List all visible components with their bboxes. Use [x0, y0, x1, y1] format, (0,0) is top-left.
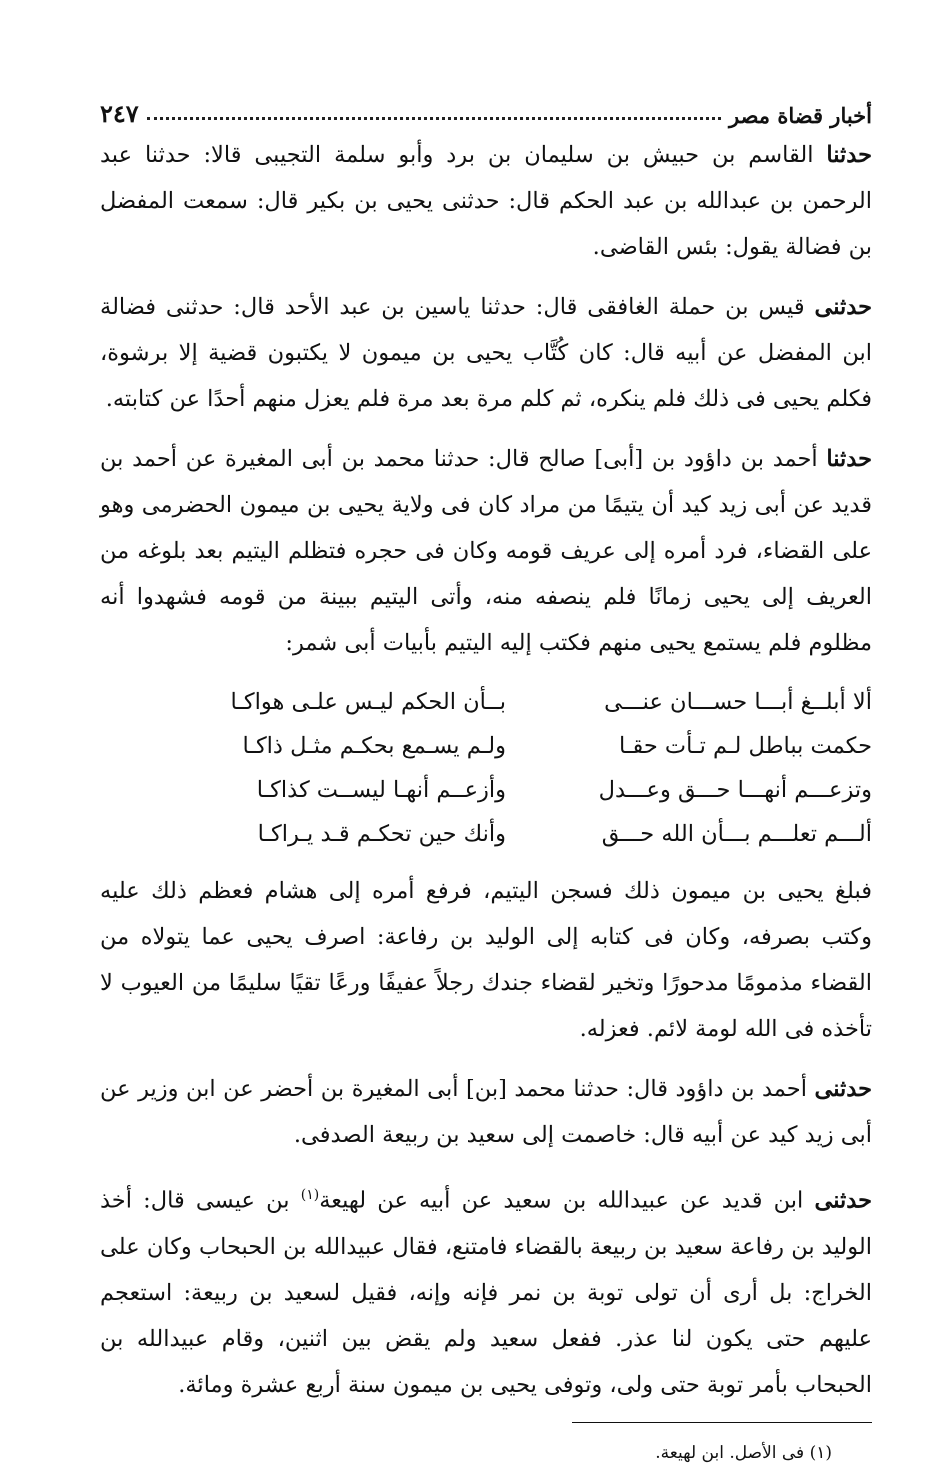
- paragraph-6: [100, 1172, 872, 1408]
- paragraph-lead: حدثنا: [826, 446, 872, 472]
- running-title: أخبار قضاة مصر: [728, 103, 872, 128]
- verse-second-hemistich: وأزعــم أنهـا ليســت كذاكـا: [256, 777, 506, 803]
- verse-second-hemistich: وأنك حين تحكـم قـد يـراكـا: [257, 821, 506, 847]
- poem-block: [100, 680, 872, 856]
- paragraph-4: [100, 868, 872, 1052]
- paragraph-3: [100, 436, 872, 666]
- paragraph-text: القاسم بن حبيش بن سليمان بن برد وأبو سلمة التجيبى قالا: حدثنا عبد الرحمن بن عبدالله بن عبد الحكم قال: حدثنى يحيى بن بكير قال: سمعت المفضل بن فضالة يقول: بئس القاضى.: [100, 142, 872, 260]
- paragraph-text: بن عيسى قال: أخذ الوليد بن رفاعة سعيد بن ربيعة بالقضاء فامتنع، فقال عبيدالله بن الحبحاب وكان على الخراج: بل أرى أن تولى توبة بن نمر فإنه وإنه، فقيل لسعيد بن ربيعة: استعجم عليهم حتى يكون لنا عذر. ففعل سعيد ولم يقض بين اثنين، وقام عبيدالله بن الحبحاب بأمر توبة حتى ولى، وتوفى يحيى بن ميمون سنة أربع عشرة ومائة.: [100, 1187, 872, 1398]
- poem-verse: [100, 680, 872, 724]
- paragraph-text: أحمد بن داؤود بن [أبى] صالح قال: حدثنا محمد بن أبى المغيرة عن أحمد بن قديد عن أبى زيد كيد أن يتيمًا من مراد كان فى ولاية يحيى بن ميمون الحضرمى وهو على القضاء، فرد أمره إلى عريف قومه وكان فى حجره فتظلم اليتيم بعد بلوغه من العريف إلى يحيى زمانًا فلم ينصفه منه، وأتى اليتيم ببينة من قومه فشهدوا أنه مظلوم فلم يستمع يحيى منهم فكتب إليه اليتيم بأبيات أبى شمر:: [100, 446, 872, 656]
- leader-dots: [147, 116, 721, 120]
- verse-first-hemistich: ألـــم تعلـــم بـــأن الله حـــق: [601, 821, 872, 847]
- paragraph-text: قيس بن حملة الغافقى قال: حدثنا ياسين بن عبد الأحد قال: حدثنى فضالة ابن المفضل عن أبيه قال: كان كُتَّاب يحيى بن ميمون لا يكتبون قضية إلا برشوة، فكلم يحيى فى ذلك فلم ينكره، ثم كلم مرة بعد مرة فلم يعزل منهم أحدًا عن كتابته.: [100, 294, 872, 412]
- poem-verse: [100, 812, 872, 856]
- footnote-reference: (١): [300, 1187, 320, 1203]
- paragraph-lead: حدثنى: [814, 1076, 872, 1102]
- page-number: ٢٤٧: [100, 99, 139, 128]
- verse-second-hemistich: ولـم يسـمع بحكـم مثـل ذاكـا: [242, 733, 506, 759]
- verse-first-hemistich: حكمت بباطل لـم تـأت حقـا: [619, 733, 872, 759]
- footnote-separator: [572, 1422, 872, 1423]
- paragraph-5: [100, 1066, 872, 1158]
- paragraph-text: أحمد بن داؤود قال: حدثنا محمد [بن] أبى المغيرة بن أحضر عن ابن وزير عن أبى زيد كيد عن أبيه قال: خاصمت إلى سعيد بن ربيعة الصدفى.: [100, 1076, 872, 1148]
- paragraph-text: ابن قديد عن عبيدالله بن سعيد عن أبيه عن لهيعة: [319, 1187, 815, 1214]
- poem-verse: [100, 768, 872, 812]
- paragraph-lead: حدثنى: [814, 1187, 872, 1214]
- paragraph-text: فبلغ يحيى بن ميمون ذلك فسجن اليتيم، فرفع أمره إلى هشام فعظم ذلك عليه وكتب بصرفه، وكان فى كتابه إلى الوليد بن رفاعة: اصرف يحيى عما يتولاه من القضاء مذمومًا مدحورًا وتخير لقضاء جندك رجلاً عفيفًا ورعًا تقيًا سليمًا من العيوب لا تأخذه فى الله لومة لائم. فعزله.: [100, 878, 872, 1042]
- paragraph-2: [100, 284, 872, 422]
- poem-verse: [100, 724, 872, 768]
- footnote: (١) فى الأصل. ابن لهيعة.: [655, 1442, 832, 1463]
- running-header: [100, 88, 872, 128]
- verse-second-hemistich: بــأن الحكم ليـس علـى هواكـا: [230, 689, 506, 715]
- paragraph-lead: حدثنا: [826, 142, 872, 168]
- paragraph-1: [100, 132, 872, 270]
- paragraph-lead: حدثنى: [814, 294, 872, 320]
- verse-first-hemistich: وتزعـــم أنهـــا حـــق وعـــدل: [598, 777, 872, 803]
- verse-first-hemistich: ألا أبلــغ أبـــا حســـان عنـــى: [604, 689, 872, 715]
